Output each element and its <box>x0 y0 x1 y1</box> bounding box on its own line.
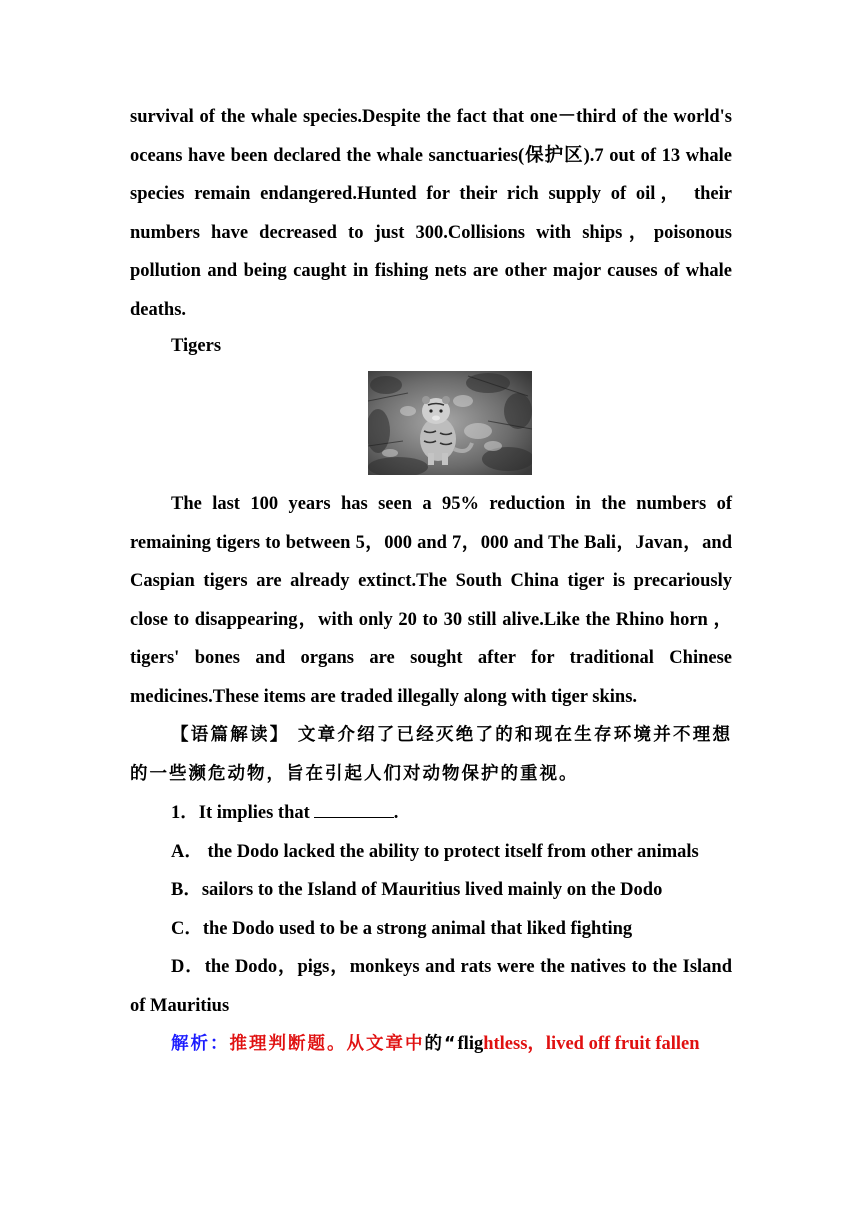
analysis-de: 的“ <box>424 1034 458 1054</box>
analysis-type: 推理判断题。从文章中 <box>229 1034 425 1054</box>
tiger-paragraph: The last 100 years has seen a 95% reduction in the numbers of remaining tigers to between 5，000 and 7，000 and The Bali，Javan，and Caspian tigers are already extinct.The South China tiger is precariously close to disappearing，with only 20 to 30 still alive.Like the Rhino horn ， tigers' bones and organs are sought after for traditional Chinese medicines.These items are traded illegally along with tiger skins. <box>130 494 732 707</box>
question-end: . <box>393 803 399 823</box>
document-page <box>130 98 732 1064</box>
reading-interpretation <box>130 716 732 794</box>
analysis-line <box>130 1025 732 1064</box>
question-stem: It implies that <box>198 803 310 823</box>
analysis-quote-black: flig <box>457 1034 484 1054</box>
answer-blank <box>314 801 394 818</box>
option-b: B．sailors to the Island of Mauritius lived mainly on the Dodo <box>171 880 663 900</box>
option-d: D．the Dodo，pigs，monkeys and rats were the natives to the Island of Mauritius <box>130 957 732 1016</box>
tigers-heading: Tigers <box>171 336 222 356</box>
analysis-quote-red: htless，lived off fruit fallen <box>483 1034 700 1054</box>
analysis-label: 解析： <box>171 1034 230 1054</box>
question-1 <box>130 794 732 833</box>
option-a: A． the Dodo lacked the ability to protect itself from other animals <box>171 841 699 862</box>
question-number: 1． <box>171 803 199 823</box>
reading-label: 【语篇解读】 <box>171 725 290 745</box>
whale-paragraph: survival of the whale species.Despite the fact that one－third of the world's oceans have been declared the whale sanctuaries(保护区).7 out of 13 whale species remain endangered.Hunted for their rich supply of oil， their numbers have decreased to just 300.Collisions with ships，poisonous pollution and being caught in fishing nets are other major causes of whale deaths. <box>130 107 732 320</box>
tiger-cub-photo <box>368 371 532 475</box>
reading-text: 文章介绍了已经灭绝了的和现在生存环境并不理想的一些濒危动物，旨在引起人们对动物保护的重视。 <box>130 725 733 784</box>
tiger-figure <box>130 371 732 477</box>
option-c: C．the Dodo used to be a strong animal that liked fighting <box>171 918 633 939</box>
